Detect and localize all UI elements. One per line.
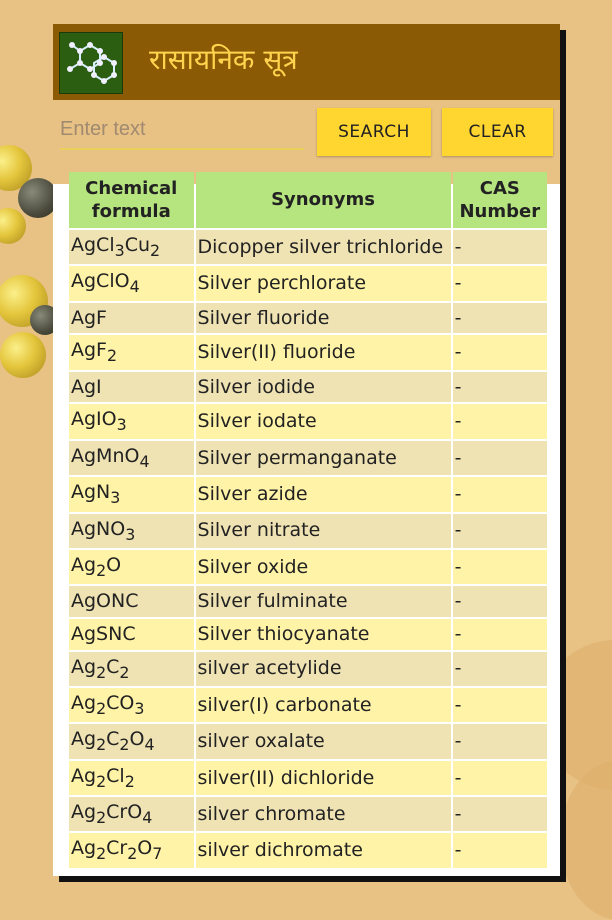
table-row[interactable] <box>69 266 547 300</box>
cell-cas-number: - <box>453 688 547 722</box>
table-row[interactable] <box>69 833 547 867</box>
cell-synonym: Silver thiocyanate <box>196 619 451 650</box>
cell-formula: $Ag_2C_2O_4$ <box>69 724 194 758</box>
cell-formula: $Ag_2O$ <box>69 550 194 584</box>
cell-cas-number: - <box>453 335 547 369</box>
cell-synonym: Silver iodate <box>196 404 451 438</box>
table-row[interactable] <box>69 586 547 617</box>
cell-formula: $Ag_2C_2$ <box>69 652 194 686</box>
table-row[interactable] <box>69 404 547 438</box>
molecule-icon <box>59 32 123 94</box>
table-row[interactable] <box>69 688 547 722</box>
cell-cas-number: - <box>453 833 547 867</box>
cell-formula: AgSNC <box>69 619 194 650</box>
cell-formula: AgClO$_4$ <box>69 266 194 300</box>
cell-synonym: Silver iodide <box>196 372 451 403</box>
table-header-row <box>69 172 547 228</box>
table-row[interactable] <box>69 797 547 831</box>
cell-formula: AgMnO$_4$ <box>69 441 194 475</box>
molecule-ball-decoration <box>0 208 26 244</box>
cell-cas-number: - <box>453 372 547 403</box>
clear-button[interactable]: CLEAR <box>442 108 553 156</box>
table-row[interactable] <box>69 514 547 548</box>
cell-formula: $Ag_2CO_3$ <box>69 688 194 722</box>
app-title: रासायनिक सूत्र <box>149 43 298 76</box>
search-button[interactable]: SEARCH <box>317 108 431 156</box>
cell-formula: AgIO$_3$ <box>69 404 194 438</box>
cell-cas-number: - <box>453 477 547 511</box>
cell-synonym: Silver fulminate <box>196 586 451 617</box>
table-row[interactable] <box>69 303 547 334</box>
search-input[interactable] <box>60 110 304 150</box>
table-body <box>69 230 547 868</box>
cell-cas-number: - <box>453 550 547 584</box>
cell-formula: AgONC <box>69 586 194 617</box>
cell-cas-number: - <box>453 724 547 758</box>
cell-formula: $Ag_2CrO_4$ <box>69 797 194 831</box>
cell-synonym: Silver permanganate <box>196 441 451 475</box>
cell-cas-number: - <box>453 761 547 795</box>
table-row[interactable] <box>69 230 547 264</box>
cell-synonym: silver acetylide <box>196 652 451 686</box>
header-synonyms: Synonyms <box>196 172 451 228</box>
cell-synonym: Silver fluoride <box>196 303 451 334</box>
cell-formula: AgF$_2$ <box>69 335 194 369</box>
cell-synonym: silver oxalate <box>196 724 451 758</box>
app-window <box>53 24 560 876</box>
table-row[interactable] <box>69 477 547 511</box>
cell-formula: AgI <box>69 372 194 403</box>
molecule-ball-decoration <box>0 332 46 378</box>
cell-synonym: Silver nitrate <box>196 514 451 548</box>
cell-cas-number: - <box>453 303 547 334</box>
cell-cas-number: - <box>453 230 547 264</box>
cell-cas-number: - <box>453 514 547 548</box>
cell-synonym: Silver perchlorate <box>196 266 451 300</box>
cell-synonym: Silver oxide <box>196 550 451 584</box>
cell-synonym: Silver azide <box>196 477 451 511</box>
cell-formula: $AgCl_3Cu_2$ <box>69 230 194 264</box>
cell-formula: AgNO$_3$ <box>69 514 194 548</box>
cell-formula: AgN$_3$ <box>69 477 194 511</box>
table-row[interactable] <box>69 724 547 758</box>
cell-formula: $Ag_2Cl_2$ <box>69 761 194 795</box>
background-blob <box>560 760 612 920</box>
cell-cas-number: - <box>453 797 547 831</box>
cell-cas-number: - <box>453 266 547 300</box>
title-bar <box>53 24 560 100</box>
cell-cas-number: - <box>453 441 547 475</box>
cell-synonym: Dicopper silver trichloride <box>196 230 451 264</box>
molecule-ball-decoration <box>18 178 58 218</box>
cell-synonym: silver(I) carbonate <box>196 688 451 722</box>
cell-synonym: silver dichromate <box>196 833 451 867</box>
table-row[interactable] <box>69 619 547 650</box>
formula-table-container[interactable] <box>67 170 547 870</box>
cell-cas-number: - <box>453 619 547 650</box>
cell-formula: $Ag_2Cr_2O_7$ <box>69 833 194 867</box>
table-row[interactable] <box>69 441 547 475</box>
table-row[interactable] <box>69 550 547 584</box>
cell-cas-number: - <box>453 652 547 686</box>
cell-cas-number: - <box>453 404 547 438</box>
table-row[interactable] <box>69 761 547 795</box>
cell-synonym: Silver(II) fluoride <box>196 335 451 369</box>
table-row[interactable] <box>69 652 547 686</box>
header-cas-number: CAS Number <box>453 172 547 228</box>
header-chemical-formula: Chemical formula <box>69 172 194 228</box>
cell-synonym: silver chromate <box>196 797 451 831</box>
cell-synonym: silver(II) dichloride <box>196 761 451 795</box>
formula-table <box>67 170 549 870</box>
table-row[interactable] <box>69 372 547 403</box>
cell-cas-number: - <box>453 586 547 617</box>
cell-formula: AgF <box>69 303 194 334</box>
table-row[interactable] <box>69 335 547 369</box>
